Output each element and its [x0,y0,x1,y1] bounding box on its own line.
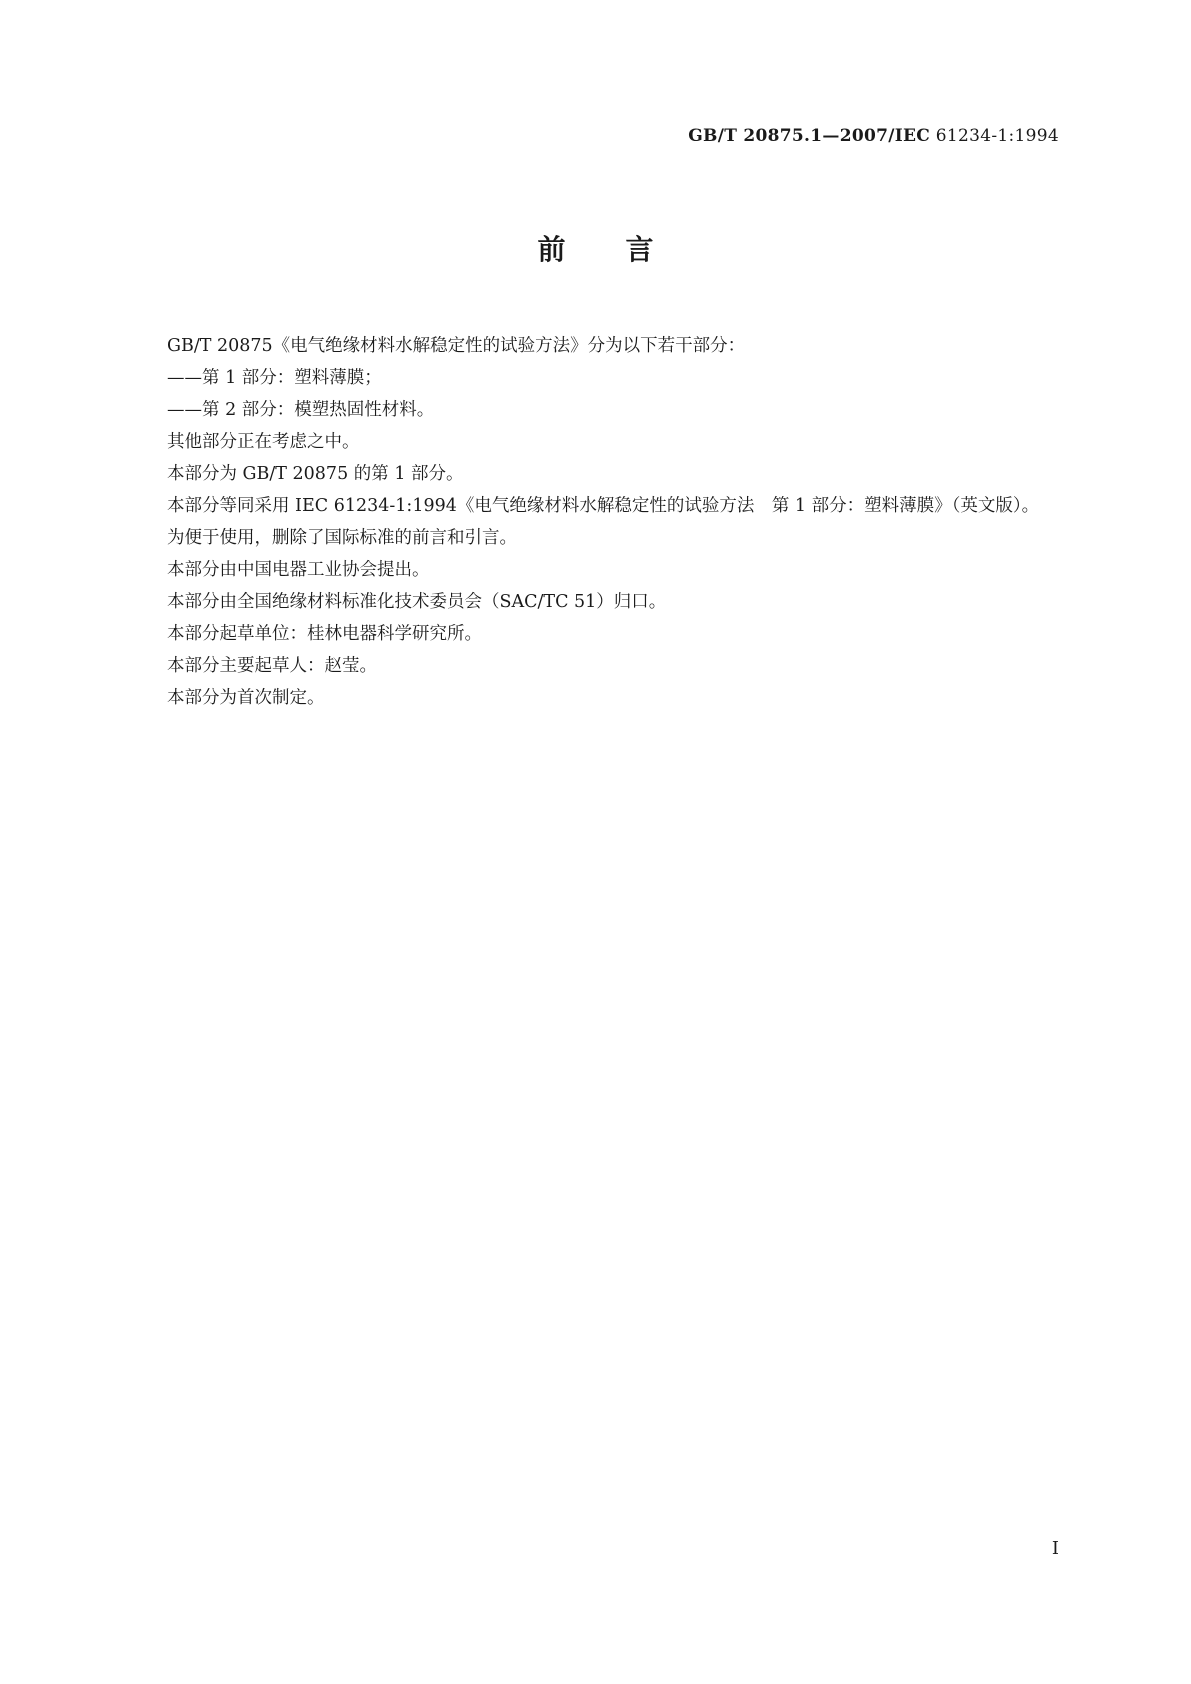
paragraph: 本部分为 GB/T 20875 的第 1 部分。 [167,464,464,484]
standard-number-header [688,126,1059,146]
paragraph: 本部分起草单位：桂林电器科学研究所。 [167,624,482,644]
list-item: ——第 2 部分：模塑热固性材料。 [167,400,435,420]
page-title: 前言 [537,233,714,266]
standard-number-iec-prefix: IEC [894,126,931,146]
standard-number-gb: GB/T 20875.1—2007/ [688,126,895,146]
page-number: I [1051,1538,1059,1559]
list-item: ——第 1 部分：塑料薄膜； [167,368,382,388]
paragraph: 本部分由全国绝缘材料标准化技术委员会（SAC/TC 51）归口。 [167,592,667,612]
paragraph: 本部分由中国电器工业协会提出。 [167,560,430,580]
paragraph: GB/T 20875《电气绝缘材料水解稳定性的试验方法》分为以下若干部分： [167,336,746,356]
paragraph: 本部分主要起草人：赵莹。 [167,656,377,676]
paragraph: 其他部分正在考虑之中。 [167,432,360,452]
standard-number-iec: 61234-1:1994 [930,126,1059,146]
paragraph: 本部分等同采用 IEC 61234-1:1994《电气绝缘材料水解稳定性的试验方法 第 1 部分：塑料薄膜》（英文版）。 [167,496,1040,516]
foreword-body [132,330,1059,714]
paragraph: 为便于使用，删除了国际标准的前言和引言。 [167,528,517,548]
paragraph: 本部分为首次制定。 [167,688,325,708]
